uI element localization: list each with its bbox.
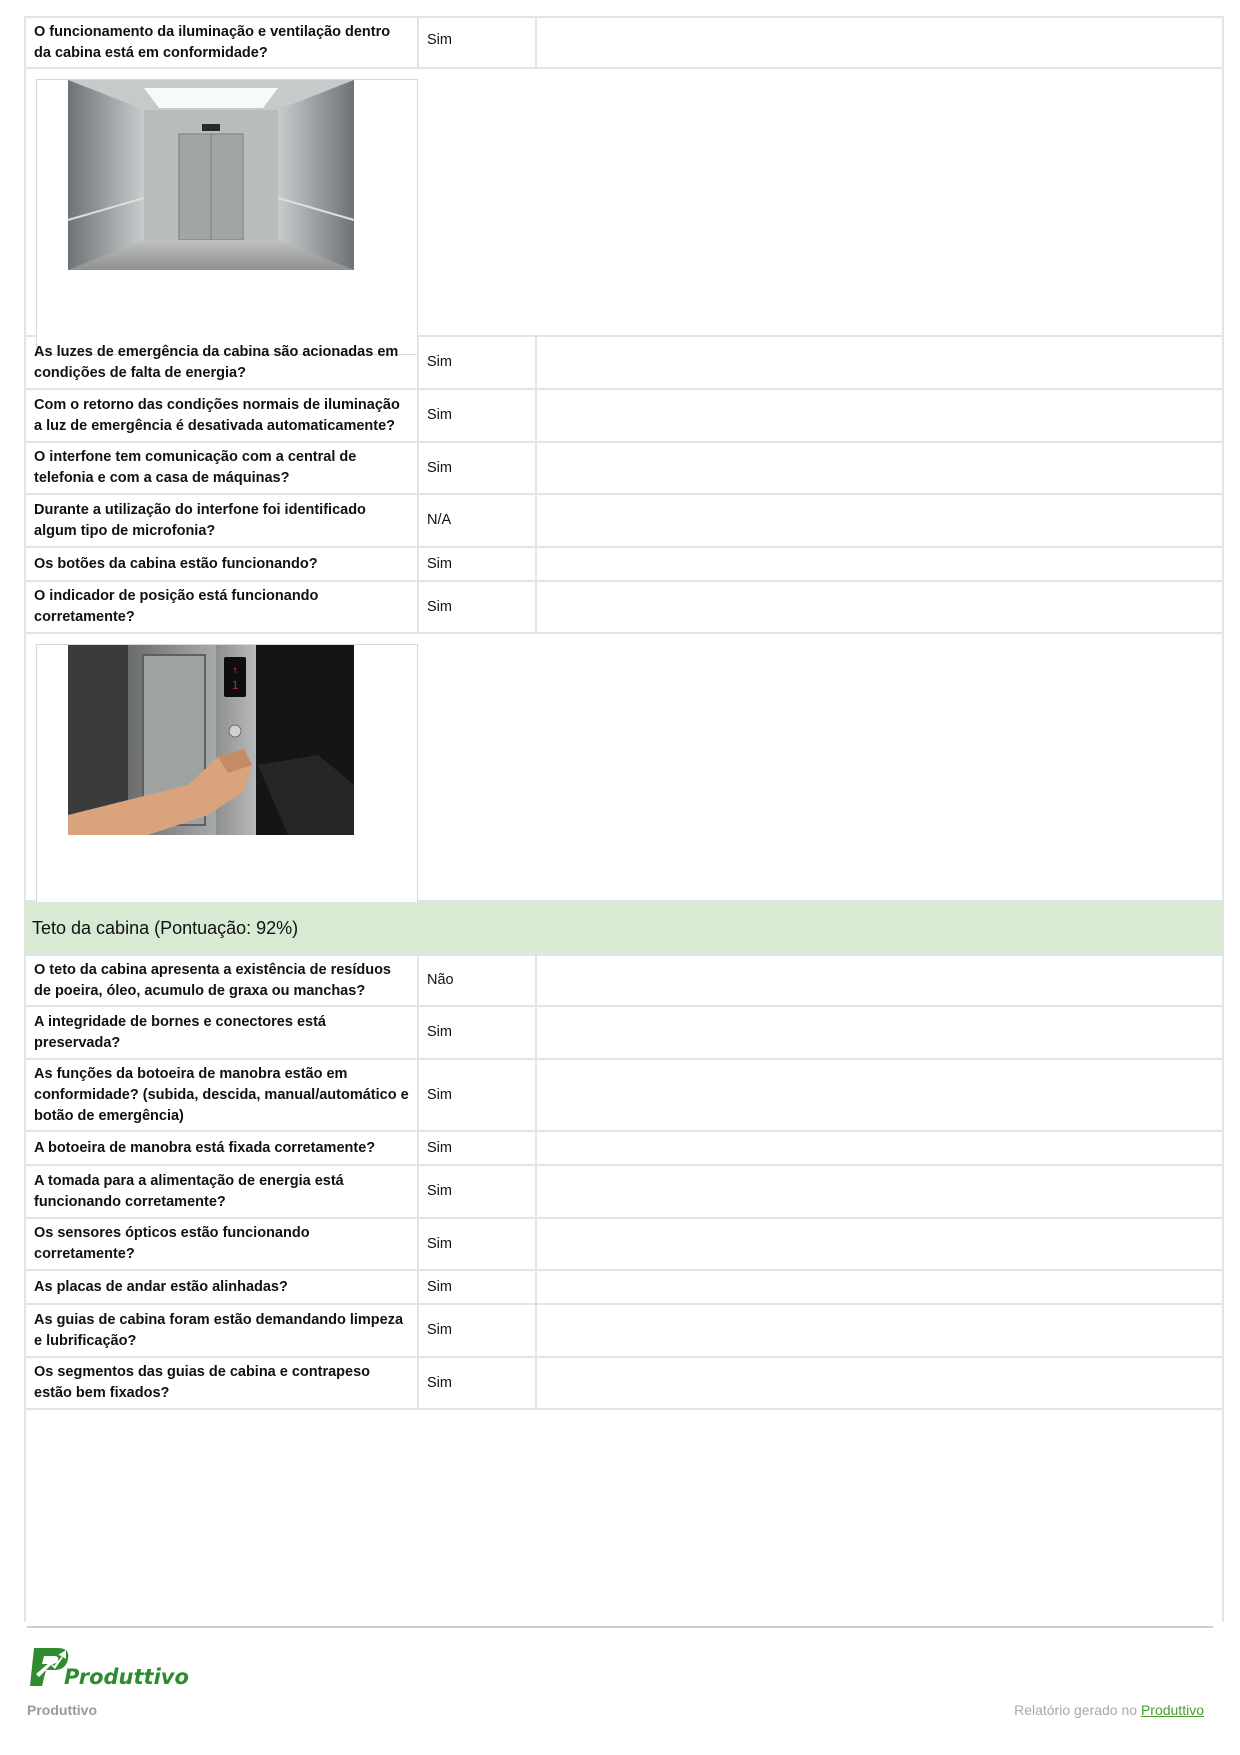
answer-text: Sim: [419, 390, 537, 441]
comment-cell: [537, 1358, 1222, 1408]
table-row: [26, 1166, 1222, 1219]
question-text: O indicador de posição está funcionando corretamente?: [26, 582, 419, 632]
svg-text:↑: ↑: [231, 665, 239, 676]
answer-text: Sim: [419, 1271, 537, 1303]
table-row: [26, 18, 1222, 69]
answer-text: N/A: [419, 495, 537, 546]
question-text: A tomada para a alimentação de energia está funcionando corretamente?: [26, 1166, 419, 1217]
photo-row: [26, 69, 1222, 337]
table-row: [26, 1007, 1222, 1060]
generated-prefix: Relatório gerado no: [1014, 1702, 1138, 1718]
question-text: O funcionamento da iluminação e ventilação dentro da cabina está em conformidade?: [26, 18, 419, 67]
comment-cell: [537, 956, 1222, 1005]
footer-generated: [1014, 1702, 1204, 1718]
question-text: A botoeira de manobra está fixada corretamente?: [26, 1132, 419, 1164]
question-text: Os botões da cabina estão funcionando?: [26, 548, 419, 580]
answer-text: Sim: [419, 1219, 537, 1269]
comment-cell: [537, 18, 1222, 67]
table-row: [26, 337, 1222, 390]
comment-cell: [537, 495, 1222, 546]
answer-text: Sim: [419, 1305, 537, 1356]
comment-cell: [537, 548, 1222, 580]
table-row: [26, 1132, 1222, 1166]
comment-cell: [537, 443, 1222, 493]
table-row: [26, 1305, 1222, 1358]
comment-cell: [537, 1305, 1222, 1356]
answer-text: Sim: [419, 337, 537, 388]
comment-cell: [537, 1219, 1222, 1269]
table-row: [26, 1060, 1222, 1132]
photo-frame[interactable]: [36, 644, 418, 920]
question-text: O interfone tem comunicação com a central de telefonia e com a casa de máquinas?: [26, 443, 419, 493]
comment-cell: [537, 1271, 1222, 1303]
svg-text:1: 1: [231, 679, 239, 692]
table-row: [26, 548, 1222, 582]
comment-cell: [537, 390, 1222, 441]
answer-text: Sim: [419, 1358, 537, 1408]
question-text: Os sensores ópticos estão funcionando corretamente?: [26, 1219, 419, 1269]
section-header: [26, 902, 1222, 956]
answer-text: Sim: [419, 443, 537, 493]
question-text: As luzes de emergência da cabina são acionadas em condições de falta de energia?: [26, 337, 419, 388]
produttivo-link[interactable]: Produttivo: [1140, 1702, 1204, 1718]
answer-text: Sim: [419, 1007, 537, 1058]
question-text: As placas de andar estão alinhadas?: [26, 1271, 419, 1303]
footer-divider: [27, 1626, 1213, 1628]
logo-wordmark: Produttivo: [64, 1665, 189, 1689]
comment-cell: [537, 337, 1222, 388]
question-text: Durante a utilização do interfone foi identificado algum tipo de microfonia?: [26, 495, 419, 546]
elevator-interior-photo: [68, 80, 354, 270]
question-text: O teto da cabina apresenta a existência de resíduos de poeira, óleo, acumulo de graxa ou manchas?: [26, 956, 419, 1005]
comment-cell: [537, 1132, 1222, 1164]
answer-text: Sim: [419, 1166, 537, 1217]
photo-frame[interactable]: [36, 79, 418, 355]
produttivo-logo[interactable]: [28, 1644, 189, 1695]
answer-text: Sim: [419, 1132, 537, 1164]
comment-cell: [537, 1007, 1222, 1058]
produttivo-logo-icon: [28, 1644, 189, 1690]
table-row: [26, 495, 1222, 548]
checklist-table: [24, 16, 1224, 1622]
question-text: As guias de cabina foram estão demandando limpeza e lubrificação?: [26, 1305, 419, 1356]
position-indicator-photo: [68, 645, 354, 835]
comment-cell: [537, 1060, 1222, 1130]
answer-text: Sim: [419, 1060, 537, 1130]
table-row: [26, 1219, 1222, 1271]
question-text: Os segmentos das guias de cabina e contrapeso estão bem fixados?: [26, 1358, 419, 1408]
comment-cell: [537, 582, 1222, 632]
table-row: [26, 956, 1222, 1007]
section-title: Teto da cabina (Pontuação: 92%): [32, 917, 299, 938]
footer-brand: Produttivo: [27, 1702, 97, 1718]
table-row: [26, 390, 1222, 443]
comment-cell: [537, 1166, 1222, 1217]
table-row: [26, 443, 1222, 495]
answer-text: Não: [419, 956, 537, 1005]
answer-text: Sim: [419, 582, 537, 632]
answer-text: Sim: [419, 548, 537, 580]
table-row: [26, 1271, 1222, 1305]
table-row: [26, 582, 1222, 634]
answer-text: Sim: [419, 18, 537, 67]
question-text: Com o retorno das condições normais de iluminação a luz de emergência é desativada automaticamente?: [26, 390, 419, 441]
photo-row: [26, 634, 1222, 902]
table-row: [26, 1358, 1222, 1410]
question-text: As funções da botoeira de manobra estão em conformidade? (subida, descida, manual/automático e botão de emergência): [26, 1060, 419, 1130]
question-text: A integridade de bornes e conectores está preservada?: [26, 1007, 419, 1058]
